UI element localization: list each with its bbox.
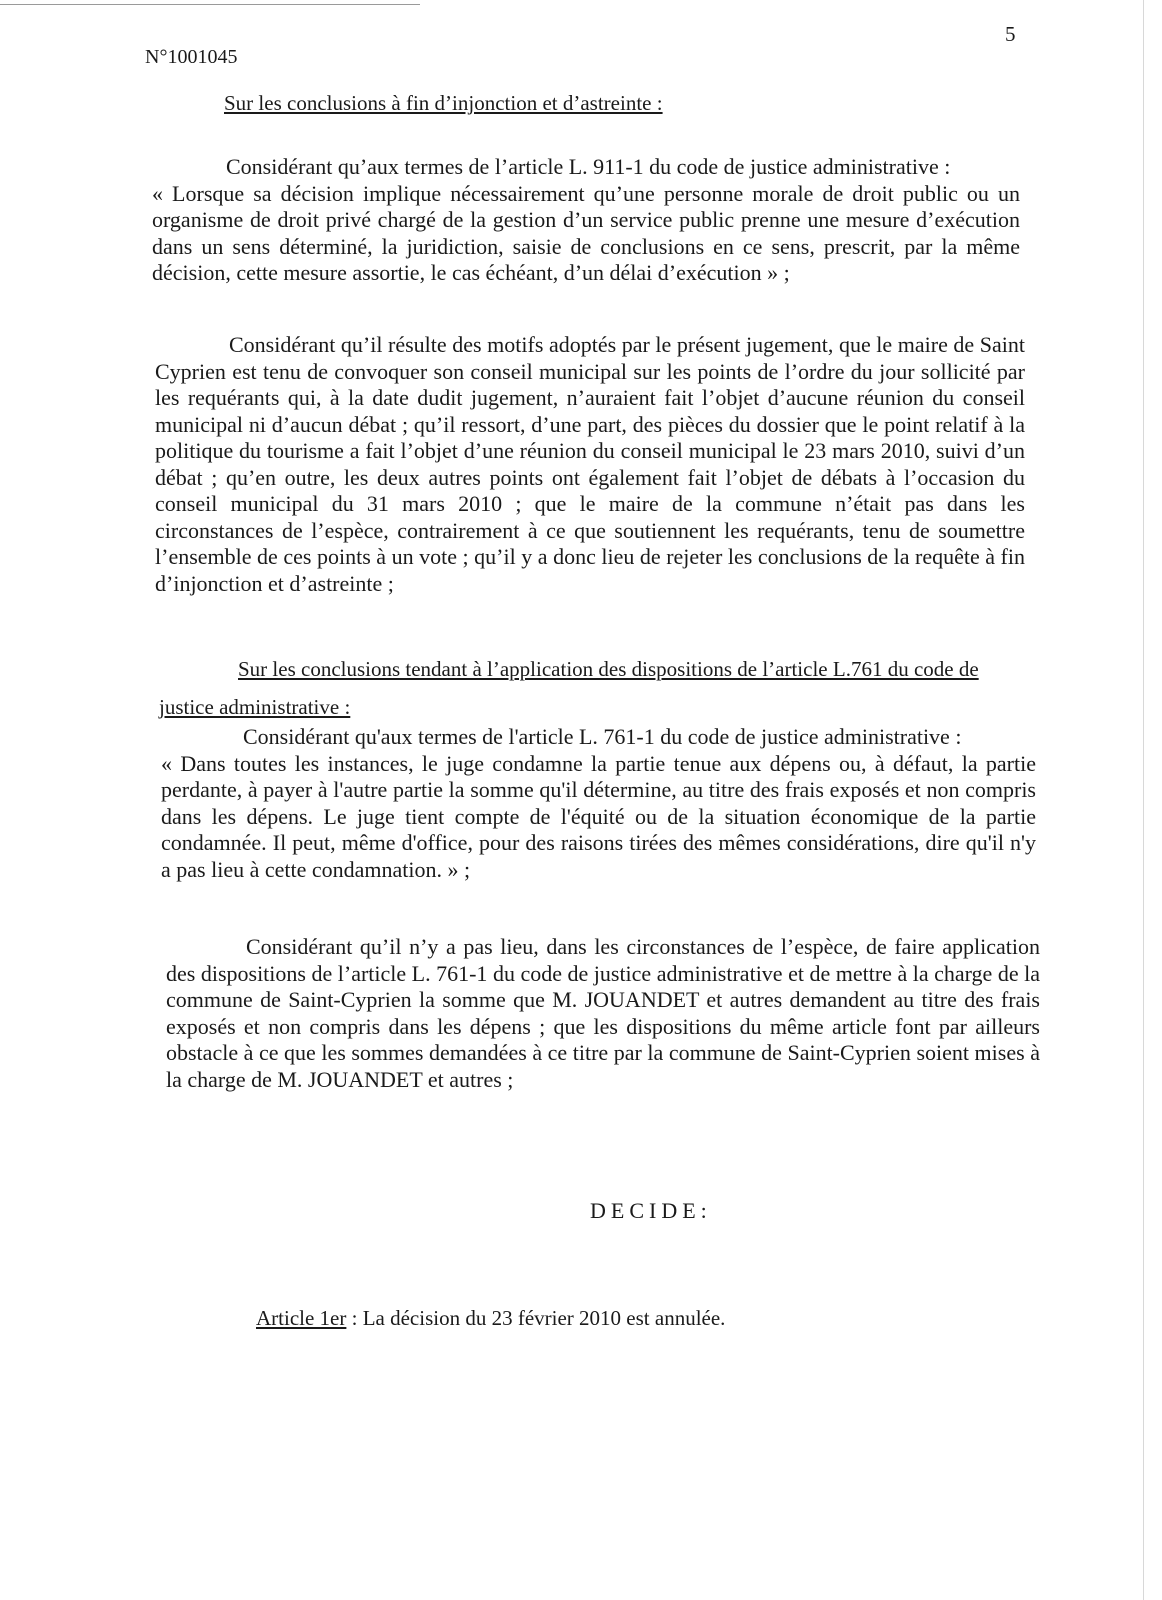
- page-number: 5: [1005, 22, 1016, 46]
- paragraph-motifs: Considérant qu’il résulte des motifs adoptés par le présent jugement, que le maire de Saint Cyprien est tenu de convoquer son conseil municipal sur les points de l’ordre du jour sollicité par les requérants qui, à la date dudit jugement, n’auraient fait l’objet d’aucune réunion du conseil municipal ni d’aucun débat ; qu’il ressort, d’une part, des pièces du dossier que le point relatif à la politique du tourisme a fait l’objet d’une réunion du conseil municipal le 23 mars 2010, suivi d’un débat ; qu’en outre, les deux autres points ont également fait l’objet de débats à l’occasion du conseil municipal du 31 mars 2010 ; que le maire de la commune n’était pas dans les circonstances de l’espèce, contrairement à ce que soutiennent les requérants, tenu de soumettre l’ensemble de ces points à un vote ; qu’il y a donc lieu de rejeter les conclusions de la requête à fin d’injonction et d’astreinte ;: [155, 332, 1025, 596]
- article-1-text: : La décision du 23 février 2010 est annulée.: [346, 1306, 726, 1330]
- case-number: N°1001045: [145, 46, 238, 68]
- section-heading-l761-cont: justice administrative :: [159, 695, 351, 719]
- section-heading-l761: Sur les conclusions tendant à l’application des dispositions de l’article L.761 du code de: [238, 657, 979, 681]
- article-1: [256, 1306, 725, 1331]
- paragraph-article-l761: Considérant qu'aux termes de l'article L. 761-1 du code de justice administrative : « Dans toutes les instances, le juge condamne la partie tenue aux dépens ou, à défaut, la partie perdante, à payer à l'autre partie la somme qu'il détermine, au titre des frais exposés et non compris dans les dépens. Le juge tient compte de l'équité ou de la situation économique de la partie condamnée. Il peut, même d'office, pour des raisons tirées des mêmes considérations, dire qu'il n'y a pas lieu à cette condamnation. » ;: [161, 724, 1036, 882]
- scan-edge: [1143, 0, 1144, 1600]
- section-heading-injonction: Sur les conclusions à fin d’injonction et d’astreinte :: [224, 91, 663, 115]
- article-1-label: Article 1er: [256, 1306, 347, 1330]
- paragraph-article-l911: Considérant qu’aux termes de l’article L. 911-1 du code de justice administrative : « Lorsque sa décision implique nécessairement qu’une personne morale de droit public ou un organisme de droit privé chargé de la gestion d’un service public prenne une mesure d’exécution dans un sens déterminé, la juridiction, saisie de conclusions en ce sens, prescrit, par la même décision, cette mesure assortie, le cas échéant, d’un délai d’exécution » ;: [152, 154, 1020, 285]
- scan-artifact-line: [0, 4, 420, 5]
- paragraph-application: Considérant qu’il n’y a pas lieu, dans les circonstances de l’espèce, de faire application des dispositions de l’article L. 761-1 du code de justice administrative et de mettre à la charge de la commune de Saint-Cyprien la somme que M. JOUANDET et autres demandent au titre des frais exposés et non compris dans les dépens ; que les dispositions du même article font par ailleurs obstacle à ce que les sommes demandées à ce titre par la commune de Saint-Cyprien soient mises à la charge de M. JOUANDET et autres ;: [166, 934, 1040, 1092]
- decide-heading: DECIDE:: [590, 1198, 712, 1223]
